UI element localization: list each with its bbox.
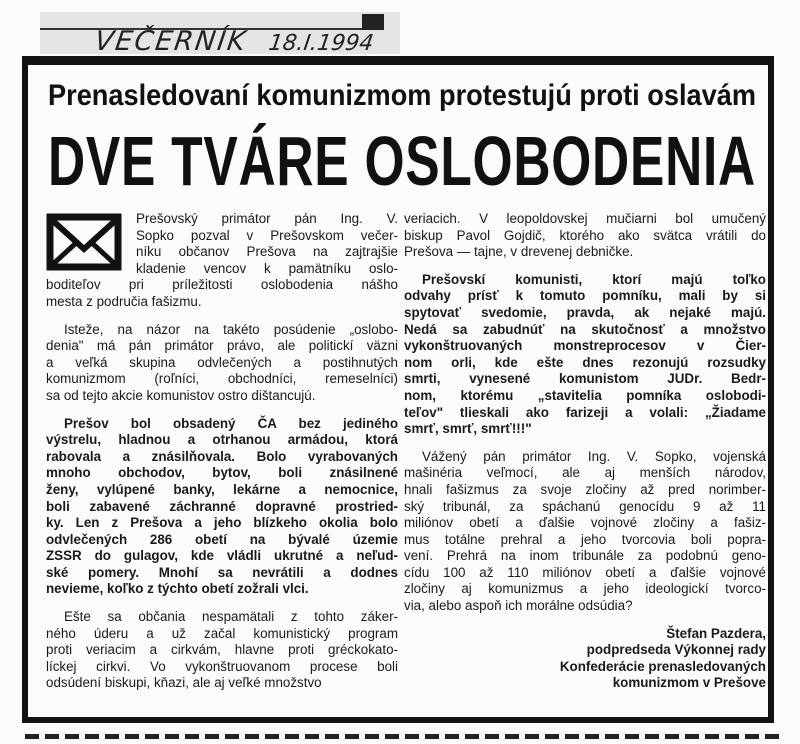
- signature-line: Štefan Pazdera,: [666, 625, 766, 641]
- paragraph: [46, 609, 398, 692]
- text-line: smrť, smrť, smrť!!!": [404, 421, 532, 437]
- text-line: vení. Prehrá na inom tribunále za podobnú geno-: [404, 548, 766, 564]
- text-line: ženy, vylúpené banky, lekárne a nemocnice,: [46, 481, 398, 497]
- left-column: [46, 211, 398, 703]
- text-line: Prešovský primátor pán Ing. V.: [136, 211, 398, 226]
- text-line: proti veriacim a cirkvám, hlavne proti gréckokato-: [46, 642, 398, 658]
- text-line: via, alebo aspoň ich morálne odsúdia?: [404, 598, 633, 614]
- text-line: vykonštruovaných monstreprocesov v Čier-: [404, 338, 766, 354]
- text-line: cídu 100 až 110 miliónov obetí a ďalšie vojnové: [404, 564, 766, 580]
- signature-line: komunizmom v Prešove: [612, 675, 766, 691]
- dashed-cut-line: [25, 734, 785, 739]
- text-line: zločiny aj komunizmus a jeho ideologickí tvorco-: [404, 581, 766, 597]
- text-line: líckej cirkvi. Vo vykonštruovanom procese boli: [46, 658, 398, 674]
- text-line: nom, ktorému „stavitelia pomníka oslobodi-: [404, 387, 766, 403]
- text-line: nevieme, koľko z týchto obetí zožrali vlci.: [46, 581, 309, 597]
- handwritten-source-note: [93, 26, 376, 57]
- text-line: ské pomery. Mnohí sa nevrátili a dodnes: [46, 564, 398, 580]
- text-line: Nedá sa zabudnúť na skutočnosť a množstvo: [404, 321, 766, 337]
- text-line: mesta z područia fašizmu.: [46, 293, 202, 309]
- text-line: teľov" tlieskali ako farizeji a volali: „Žiadame: [404, 404, 766, 420]
- text-line: veriacich. V leopoldovskej mučiarni bol umučený: [404, 211, 766, 226]
- text-line: Prešovskí komunisti, ktorí majú toľko: [422, 271, 766, 287]
- signature-line: podpredseda Výkonnej rady: [586, 642, 766, 658]
- text-line: hnali fašizmus za svoje zločiny až pred norimber-: [404, 481, 766, 497]
- right-column: [404, 211, 766, 692]
- text-line: nom orli, kde ešte dnes rezonujú rozsudky: [404, 354, 766, 370]
- paragraph: [404, 211, 766, 261]
- paragraph: [404, 449, 766, 615]
- article-frame: [22, 56, 774, 723]
- envelope-icon: [46, 213, 122, 271]
- text-line: kladenie vencov k pamätníku oslo-: [136, 260, 398, 276]
- text-line: ky. Len z Prešova a jeho blízkeho okolia bolo: [46, 515, 398, 531]
- text-line: denia" má pán primátor právo, ale politickí väzni: [46, 338, 398, 354]
- text-line: a veľká skupina odvlečených a postihnutých: [46, 354, 398, 370]
- text-line: sa od tejto akcie komunistov ostro dištancujú.: [46, 387, 316, 403]
- text-line: biskup Pavol Gojdič, ktorého ako svätca vrátili do: [404, 227, 766, 243]
- text-line: mašinéria veľmocí, ale aj menších národov,: [404, 465, 766, 481]
- article-headline: DVE TVÁRE OSLOBODENIA: [48, 122, 756, 200]
- text-line: rabovala a znásilňovala. Bolo vyrabovaných: [46, 448, 398, 464]
- text-line: spytovať svedomie, pravda, ak nejaké majú.: [404, 304, 766, 320]
- text-line: odvahy prísť k tomuto pomníku, mali by si: [404, 288, 766, 304]
- article-subtitle: Prenasledovaní komunizmom protestujú proti oslavám: [48, 79, 756, 112]
- text-line: Prešov bol obsadený ČA bez jediného: [64, 415, 398, 431]
- paragraph: [46, 322, 398, 405]
- text-line: miliónov obetí a ďalšie vojnové zločiny a fašiz-: [404, 515, 766, 531]
- text-line: smrti, vynesené komunistom JUDr. Bedr-: [404, 371, 766, 387]
- text-line: níku občanov Prešova na zajtrajšie: [136, 244, 398, 260]
- text-line: odsúdení biskupi, kňazi, ale aj veľké množstvo: [46, 675, 322, 691]
- text-line: výstrelu, hladnou a otrhanou armádou, ktorá: [46, 432, 398, 448]
- text-line: mnoho obchodov, bytov, boli znásilnené: [46, 465, 398, 481]
- text-line: Sopko pozval v Prešovskom večer-: [136, 227, 398, 243]
- paragraph: [46, 416, 398, 599]
- signature: [404, 626, 766, 692]
- text-line: ného úderu a už začal komunistický program: [46, 625, 398, 641]
- text-line: Ešte sa občania nespamätali z tohto záker-: [64, 609, 398, 625]
- text-line: ský tribunál, za spáchanú genocídu 9 až 11: [404, 498, 766, 514]
- text-line: ZSSR do gulagov, kde vládli ukrutné a neľud-: [46, 548, 398, 564]
- handwritten-source: VEČERNÍK: [92, 26, 250, 57]
- text-line: boli zabavené záchranné dopravné prostried-: [46, 498, 398, 514]
- signature-line: Konfederácie prenasledovaných: [559, 658, 766, 674]
- text-line: Prešova — tajne, v drevenej debničke.: [404, 244, 634, 260]
- text-line: boditeľov pri príležitosti oslobodenia nášho: [46, 277, 398, 293]
- paragraph: [404, 272, 766, 438]
- text-line: mus totálne prehral a jeho tvorcovia boli popra-: [404, 531, 766, 547]
- handwritten-date: 18.I.1994: [267, 31, 376, 56]
- text-line: odvlečených 286 obetí na bývalé územie: [46, 531, 398, 547]
- text-line: komunizmom (roľníci, obchodníci, remeselníci): [46, 371, 398, 387]
- text-line: Vážený pán primátor Ing. V. Sopko, vojenská: [422, 448, 766, 464]
- text-line: Isteže, na názor na takéto posúdenie „oslobo-: [64, 321, 398, 337]
